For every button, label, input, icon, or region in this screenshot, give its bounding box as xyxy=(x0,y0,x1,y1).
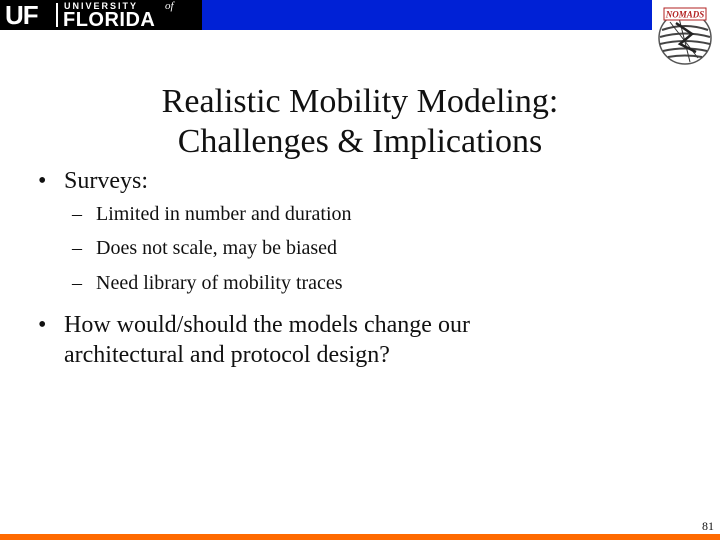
sub-bullet-text: Does not scale, may be biased xyxy=(96,237,338,259)
bullet-text: Surveys: xyxy=(64,168,148,194)
bullet-text: How would/should the models change our architectural and protocol design? xyxy=(64,312,470,368)
university-logo xyxy=(0,0,202,30)
bullet-marker: • xyxy=(38,168,47,194)
logo-florida-text: FLORIDA xyxy=(63,9,156,30)
sub-bullet-text: Need library of mobility traces xyxy=(96,272,343,294)
sub-bullet-marker: – xyxy=(72,237,82,259)
uf-mark: UF xyxy=(5,0,38,30)
logo-divider xyxy=(56,3,58,27)
sub-bullet-marker: – xyxy=(72,272,82,294)
nomads-globe-icon xyxy=(650,0,720,70)
footer-bar xyxy=(0,534,720,540)
nomads-badge-text: NOMADS xyxy=(665,9,705,20)
slide-title xyxy=(60,82,660,162)
page-number: 81 xyxy=(702,519,714,533)
title-line-2: Challenges & Implications xyxy=(177,123,543,160)
sub-bullet-text: Limited in number and duration xyxy=(96,203,352,225)
logo-university-text: UNIVERSITY xyxy=(64,1,139,11)
sub-bullet-marker: – xyxy=(72,203,82,225)
logo-of-text: of xyxy=(165,0,174,12)
bullet-marker: • xyxy=(38,312,47,338)
title-line-1: Realistic Mobility Modeling: xyxy=(161,83,559,120)
